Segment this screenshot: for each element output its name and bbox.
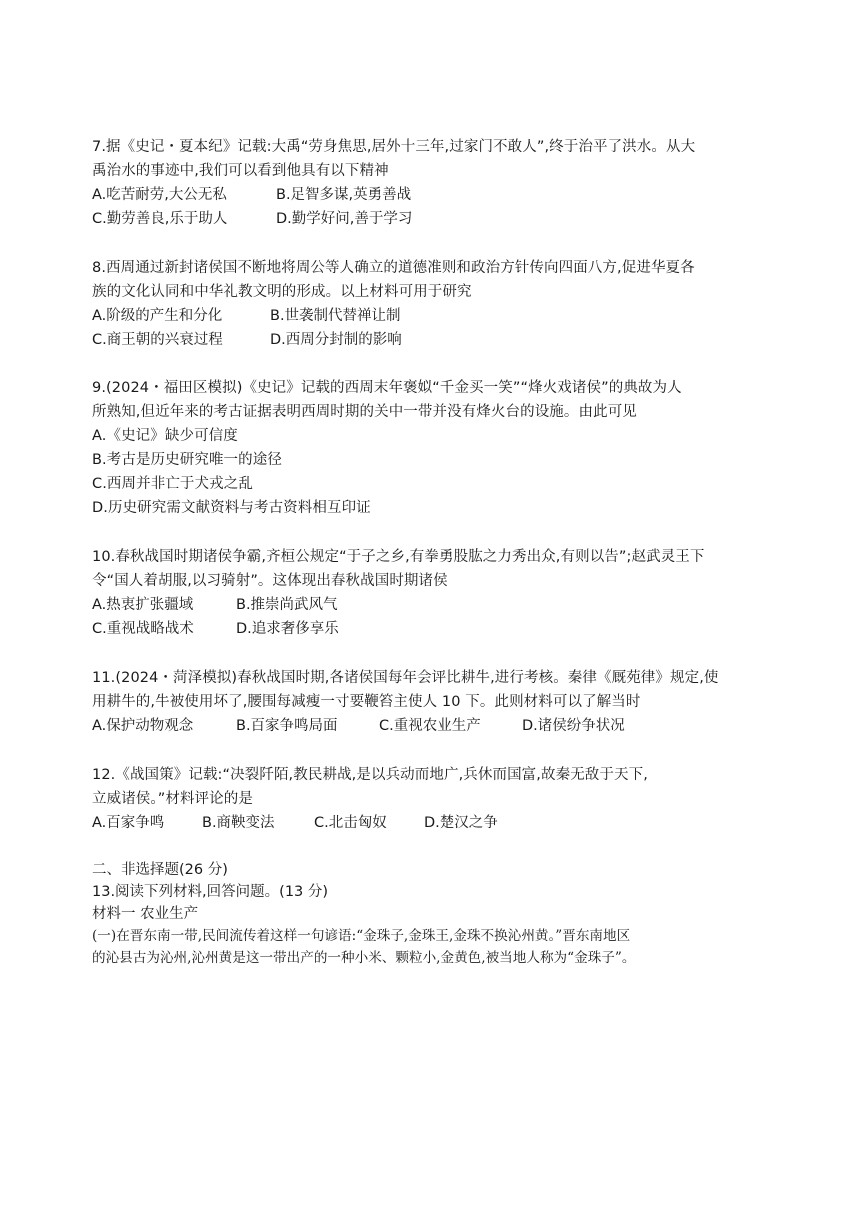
- option-b: B.世袭制代替禅让制: [270, 308, 401, 324]
- option-b: B.百家争鸣局面: [236, 718, 338, 734]
- question-stem-line: 10.春秋战国时期诸侯争霸,齐桓公规定“于子之乡,有拳勇股肱之力秀出众,有则以告”;赵武灵王下: [92, 549, 705, 565]
- question-10: [92, 545, 792, 641]
- question-9: [92, 376, 792, 520]
- question-stem-line: 11.(2024・菏泽模拟)春秋战国时期,各诸侯国每年会评比耕牛,进行考核。秦律《厩苑律》规定,使: [92, 670, 719, 686]
- option-d: D.勤学好问,善于学习: [276, 211, 413, 227]
- question-stem-line: 12.《战国策》记载:“决裂阡陌,教民耕战,是以兵动而地广,兵休而国富,故秦无敌于天下,: [92, 767, 648, 783]
- question-stem-line: 用耕牛的,牛被使用坏了,腰围每减瘦一寸要鞭笞主使人 10 下。此则材料可以了解当时: [92, 694, 641, 710]
- question-stem-line: 族的文化认同和中华礼教文明的形成。以上材料可用于研究: [92, 284, 472, 300]
- option-a: A.保护动物观念: [92, 718, 194, 734]
- option-d: D.楚汉之争: [424, 815, 498, 831]
- option-b: B.足智多谋,英勇善战: [276, 187, 412, 203]
- question-13-title: 13.阅读下列材料,回答问题。(13 分): [92, 884, 329, 900]
- options-row: [92, 183, 792, 207]
- option-c: C.北击匈奴: [314, 815, 387, 831]
- question-stem-line: 7.据《史记・夏本纪》记载:大禹“劳身焦思,居外十三年,过家门不敢人”,终于治平了洪水。从大: [92, 139, 696, 155]
- options-row: [92, 811, 792, 835]
- question-stem-line: 令“国人着胡服,以习骑射”。这体现出春秋战国时期诸侯: [92, 573, 448, 589]
- options-row: [92, 304, 792, 328]
- option-c: C.勤劳善良,乐于助人: [92, 211, 228, 227]
- option-c: C.重视农业生产: [379, 718, 481, 734]
- option-a: A.《史记》缺少可信度: [92, 428, 238, 444]
- question-8: [92, 256, 792, 352]
- question-stem-line: 禹治水的事迹中,我们可以看到他具有以下精神: [92, 163, 389, 179]
- option-d: D.西周分封制的影响: [270, 332, 402, 348]
- option-b: B.考古是历史研究唯一的途径: [92, 452, 282, 468]
- option-a: A.热衷扩张疆域: [92, 597, 194, 613]
- options-row: [92, 617, 792, 641]
- option-c: C.商王朝的兴衰过程: [92, 332, 223, 348]
- options-row: [92, 714, 792, 738]
- options-row: [92, 207, 792, 231]
- question-7: [92, 135, 792, 231]
- option-c: C.西周并非亡于犬戎之乱: [92, 476, 253, 492]
- options-row: [92, 328, 792, 352]
- question-11: [92, 666, 792, 738]
- question-stem-line: 9.(2024・福田区模拟)《史记》记载的西周末年褒姒“千金买一笑”“烽火戏诸侯”的典故为人: [92, 380, 682, 396]
- option-a: A.吃苦耐劳,大公无私: [92, 187, 227, 203]
- option-d: D.历史研究需文献资料与考古资料相互印证: [92, 500, 371, 516]
- question-stem-line: 立威诸侯。”材料评论的是: [92, 791, 253, 807]
- option-d: D.诸侯纷争状况: [522, 718, 625, 734]
- option-d: D.追求奢侈享乐: [236, 621, 339, 637]
- question-12: [92, 763, 792, 835]
- question-stem-line: 8.西周通过新封诸侯国不断地将周公等人确立的道德准则和政治方针传向四面八方,促进华夏各: [92, 260, 695, 276]
- section-non-choice: [92, 859, 792, 969]
- option-a: A.百家争鸣: [92, 815, 165, 831]
- section-title: 二、非选择题(26 分): [92, 862, 228, 878]
- option-b: B.推崇尚武风气: [236, 597, 338, 613]
- option-c: C.重视战略战术: [92, 621, 194, 637]
- material-line: 的沁县古为沁州,沁州黄是这一带出产的一种小米、颗粒小,金黄色,被当地人称为“金珠子”。: [92, 950, 636, 966]
- option-a: A.阶级的产生和分化: [92, 308, 223, 324]
- options-row: [92, 593, 792, 617]
- option-b: B.商鞅变法: [202, 815, 275, 831]
- material-title: 材料一 农业生产: [92, 906, 199, 922]
- material-line: (一)在晋东南一带,民间流传着这样一句谚语:“金珠子,金珠王,金珠不换沁州黄。”晋东南地区: [92, 928, 631, 944]
- question-stem-line: 所熟知,但近年来的考古证据表明西周时期的关中一带并没有烽火台的设施。由此可见: [92, 404, 637, 420]
